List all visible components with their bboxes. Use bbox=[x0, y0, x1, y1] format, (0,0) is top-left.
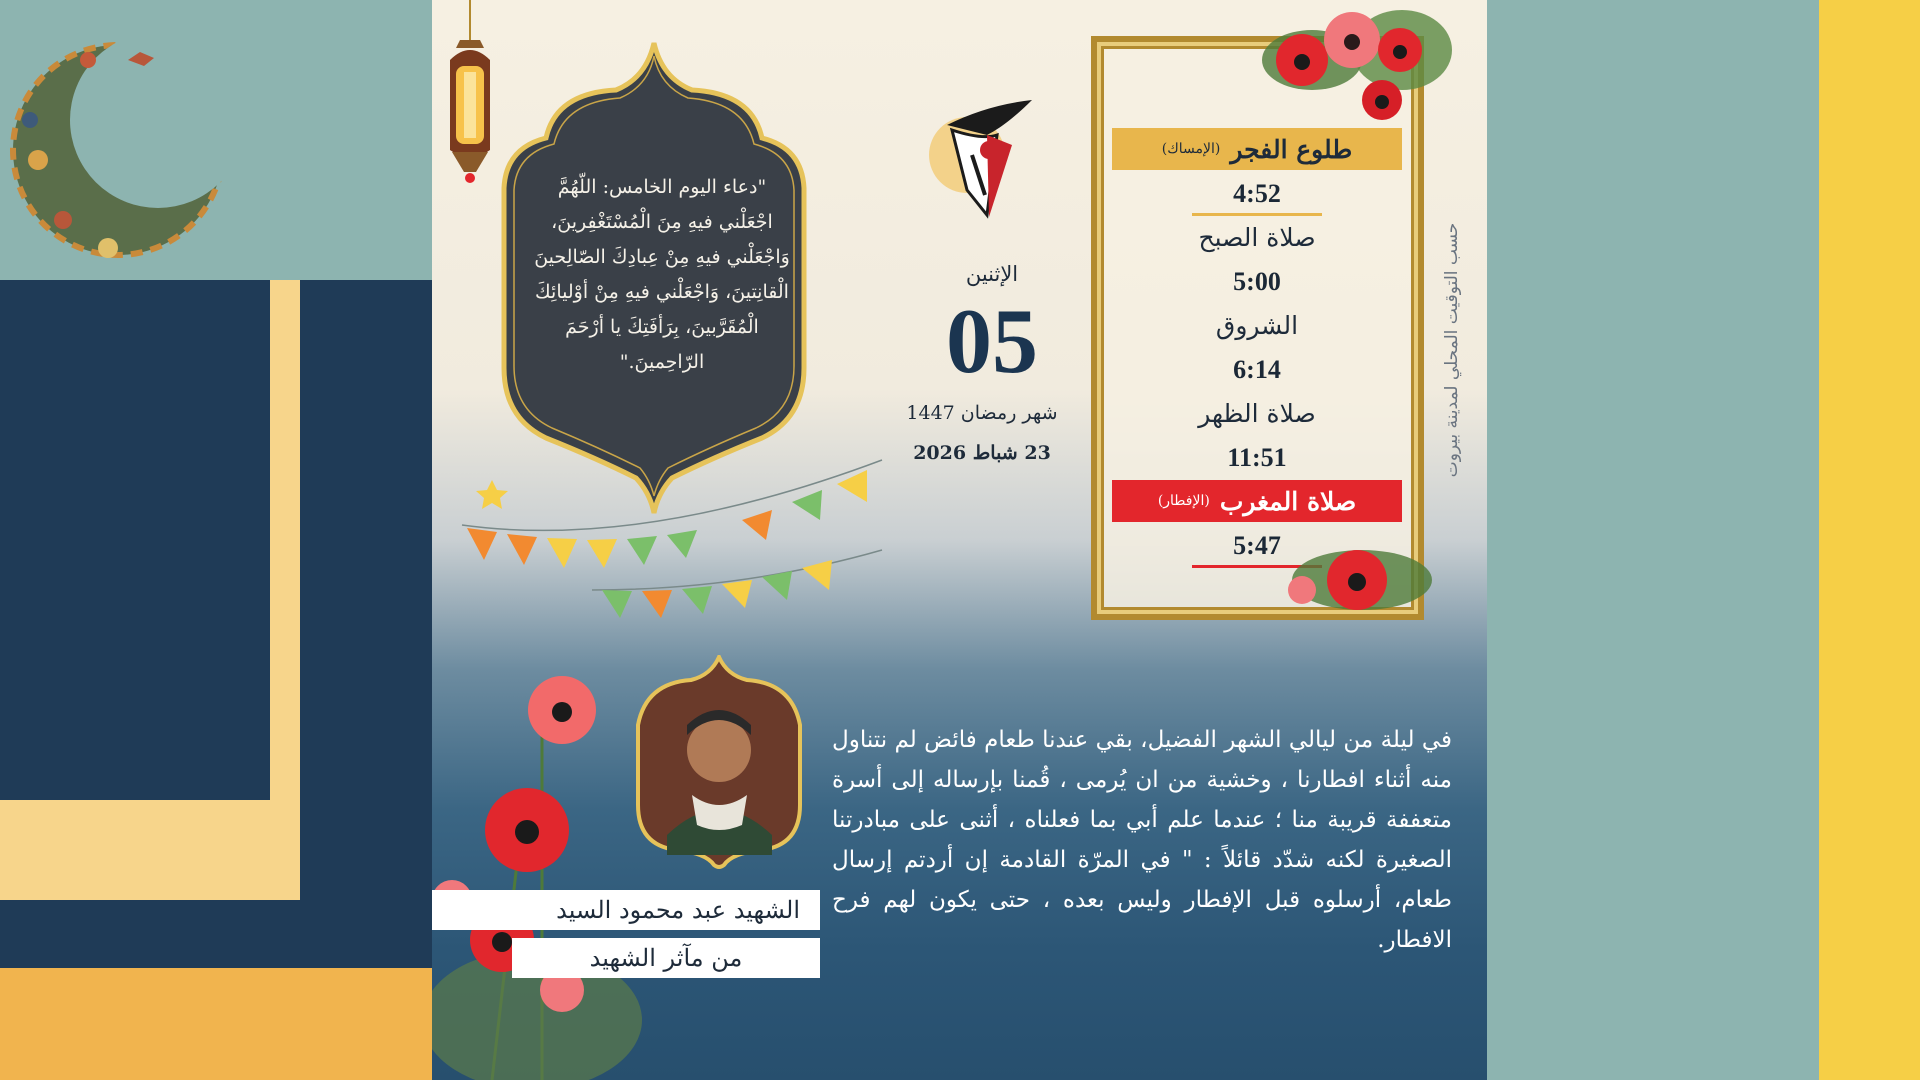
fajr-time: 4:52 bbox=[1192, 172, 1322, 216]
poppy-flowers-bottom bbox=[1262, 520, 1432, 630]
martyr-name: الشهيد عبد محمود السيد bbox=[432, 890, 820, 930]
left-navy-band bbox=[0, 900, 432, 968]
hijri-date: شهر رمضان 1447 bbox=[906, 402, 1058, 424]
fajr-header bbox=[1112, 128, 1402, 170]
maghrib-time: 5:47 bbox=[1192, 524, 1322, 568]
right-teal-panel bbox=[1487, 0, 1819, 1080]
shuruq-time: 6:14 bbox=[1233, 355, 1281, 384]
subh-name: صلاة الصبح bbox=[1198, 223, 1316, 252]
martyr-story: في ليلة من ليالي الشهر الفضيل، بقي عندنا طعام فائض لم نتناول منه أثناء افطارنا ، وخشية من ان يُرمى ، قُمنا بإرساله إلى أسرة متعففة قريبة منا ؛ عندما علم أبي بما فعلناه ، أثنى على مبادرتنا الصغيرة لكنه شدّد قائلاً : " في المرّة القادمة إن أردتم إرسال طعام، أرسلوه قبل الإفطار وليس بعده ، حتى يكون لهم فرح الافطار. bbox=[832, 727, 1452, 953]
maghrib-note: (الإفطار) bbox=[1157, 493, 1210, 509]
timing-note bbox=[1437, 200, 1467, 500]
crescent-moon-illustration bbox=[8, 20, 248, 270]
weekday-label: الإثنين bbox=[965, 262, 1019, 286]
fajr-note: (الإمساك) bbox=[1161, 141, 1221, 157]
day-number: 05 bbox=[946, 290, 1038, 392]
martyr-caption: من مآثر الشهيد bbox=[512, 938, 820, 978]
left-navy-strip bbox=[300, 280, 432, 900]
right-yellow-panel bbox=[1819, 0, 1920, 1080]
left-orange-panel bbox=[0, 968, 432, 1080]
organization-logo bbox=[927, 95, 1042, 225]
shuruq-name: الشروق bbox=[1215, 311, 1299, 340]
timing-note-text: حسب التوقيت المحلي لمدينة بيروت bbox=[1442, 222, 1462, 478]
left-navy-block bbox=[0, 280, 270, 800]
martyr-portrait bbox=[632, 655, 807, 870]
fajr-name: طلوع الفجر bbox=[1230, 134, 1353, 164]
prayer-times-list bbox=[1112, 128, 1402, 568]
subh-time: 5:00 bbox=[1233, 267, 1281, 296]
lantern-icon bbox=[442, 0, 498, 190]
dhuhr-name: صلاة الظهر bbox=[1198, 399, 1316, 428]
poppy-flowers-left bbox=[432, 640, 662, 1080]
dua-text: "دعاء اليوم الخامس: اللّهُمَّ اجْعَلْني فيهِ مِنَ الْمُسْتَغْفِرينَ، وَاجْعَلْني فيهِ مِنْ عِبادِكَ الصّالِحينَ الْقانِتينَ، وَاجْعَلْني فيهِ مِنْ أوْليائِكَ الْمُقَرَّبينَ، بِرَأفَتِكَ يا أرْحَمَ الرّاحِمينَ." bbox=[534, 176, 790, 373]
bunting-flags bbox=[442, 440, 902, 640]
maghrib-name: صلاة المغرب bbox=[1219, 486, 1357, 516]
ramadan-day-card bbox=[432, 0, 1487, 1080]
dhuhr-time: 11:51 bbox=[1227, 443, 1287, 472]
gregorian-date: 23 شباط 2026 bbox=[913, 442, 1051, 464]
maghrib-header bbox=[1112, 480, 1402, 522]
